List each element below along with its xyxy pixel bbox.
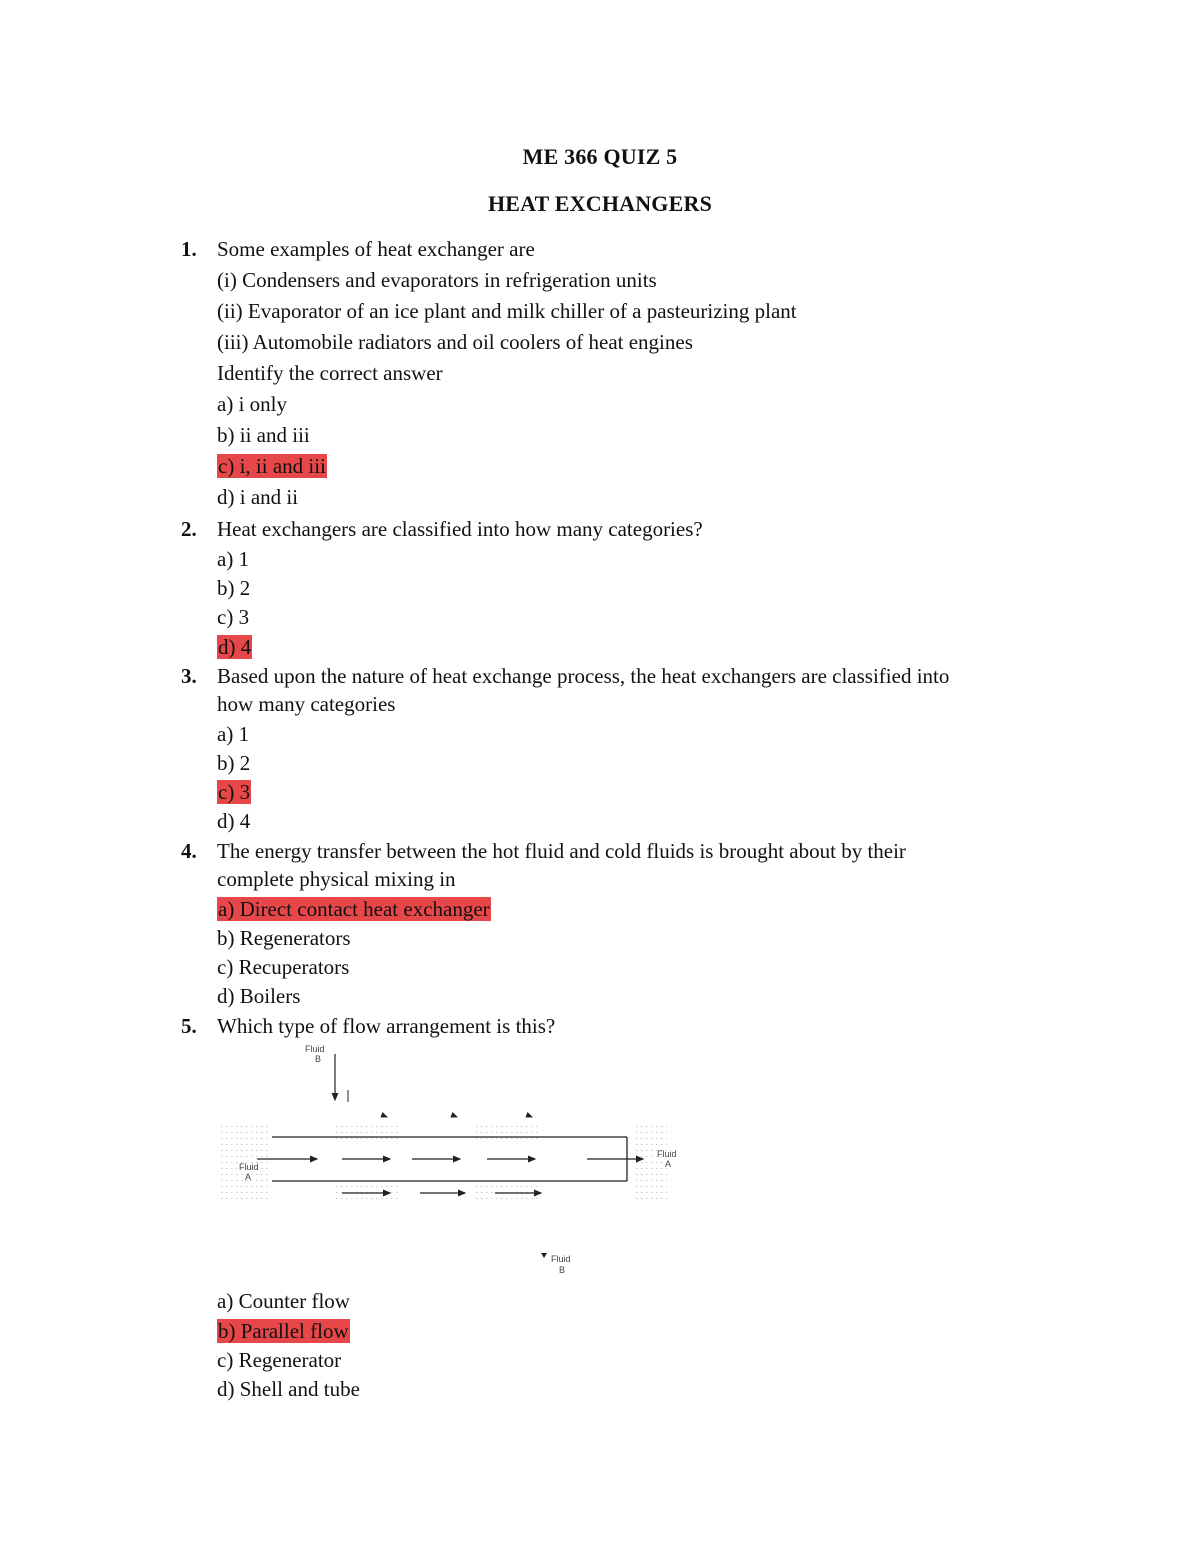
- answer-option-highlighted: [217, 635, 252, 659]
- correct-answer-highlight: c) 3: [218, 780, 251, 804]
- question-text: The energy transfer between the hot fluid and cold fluids is brought about by their: [217, 839, 906, 863]
- question-number: 1.: [181, 237, 197, 261]
- answer-option: d) Shell and tube: [217, 1377, 360, 1401]
- question-text: Heat exchangers are classified into how many categories?: [217, 517, 703, 541]
- question-text: (ii) Evaporator of an ice plant and milk chiller of a pasteurizing plant: [217, 299, 797, 323]
- answer-option: a) 1: [217, 722, 250, 746]
- question-text: Some examples of heat exchanger are: [217, 237, 535, 261]
- answer-option: b) Regenerators: [217, 926, 351, 950]
- dotted-region: [635, 1122, 667, 1204]
- fluid-a-outlet-label-letter: A: [665, 1159, 672, 1169]
- question-text: Identify the correct answer: [217, 361, 443, 385]
- question-text: complete physical mixing in: [217, 867, 456, 891]
- question-text: Based upon the nature of heat exchange process, the heat exchangers are classified into: [217, 664, 950, 688]
- fluid-a-inlet-label-letter: A: [245, 1172, 252, 1182]
- question-text: how many categories: [217, 692, 396, 716]
- page-subtitle: HEAT EXCHANGERS: [487, 191, 713, 216]
- question-text: (iii) Automobile radiators and oil coolers of heat engines: [217, 330, 693, 354]
- answer-option: b) ii and iii: [217, 423, 310, 447]
- question-number: 2.: [181, 517, 197, 541]
- answer-option-highlighted: [217, 454, 327, 478]
- answer-option: c) Recuperators: [217, 955, 350, 979]
- dotted-region: [333, 1186, 399, 1204]
- page-title: ME 366 QUIZ 5: [522, 144, 678, 169]
- question-text: (i) Condensers and evaporators in refrigeration units: [217, 268, 657, 292]
- fluid-b-bottom-label: Fluid: [551, 1254, 571, 1264]
- fluid-b-top-label: Fluid: [305, 1044, 325, 1054]
- correct-answer-highlight: d) 4: [218, 635, 252, 659]
- answer-option: c) 3: [217, 605, 250, 629]
- fluid-a-inlet-label: Fluid: [239, 1162, 259, 1172]
- flow-arrangement-diagram: [215, 1040, 695, 1280]
- question-number: 4.: [181, 839, 197, 863]
- flow-tick-arrow: [382, 1115, 387, 1117]
- correct-answer-highlight: b) Parallel flow: [218, 1319, 349, 1343]
- question-number: 5.: [181, 1014, 197, 1038]
- fluid-b-outlet-arrowhead: [541, 1253, 547, 1258]
- fluid-a-outlet-label: Fluid: [657, 1149, 677, 1159]
- answer-option: d) i and ii: [217, 485, 299, 509]
- answer-option: d) Boilers: [217, 984, 301, 1008]
- correct-answer-highlight: c) i, ii and iii: [218, 454, 326, 478]
- answer-option: d) 4: [217, 809, 251, 833]
- flow-tick-arrow: [452, 1115, 457, 1117]
- correct-answer-highlight: a) Direct contact heat exchanger: [218, 897, 490, 921]
- answer-option: a) 1: [217, 547, 250, 571]
- fluid-b-bottom-label-letter: B: [559, 1265, 566, 1275]
- answer-option: b) 2: [217, 576, 251, 600]
- answer-option: b) 2: [217, 751, 251, 775]
- dotted-region: [473, 1186, 539, 1204]
- answer-option: a) Counter flow: [217, 1289, 350, 1313]
- answer-option: c) Regenerator: [217, 1348, 342, 1372]
- answer-option-highlighted: [217, 897, 491, 921]
- answer-option-highlighted: [217, 780, 251, 804]
- flow-tick-arrow: [527, 1115, 532, 1117]
- question-text: Which type of flow arrangement is this?: [217, 1014, 556, 1038]
- answer-option-highlighted: [217, 1319, 350, 1343]
- answer-option: a) i only: [217, 392, 287, 416]
- question-number: 3.: [181, 664, 197, 688]
- fluid-b-top-label-letter: B: [315, 1054, 322, 1064]
